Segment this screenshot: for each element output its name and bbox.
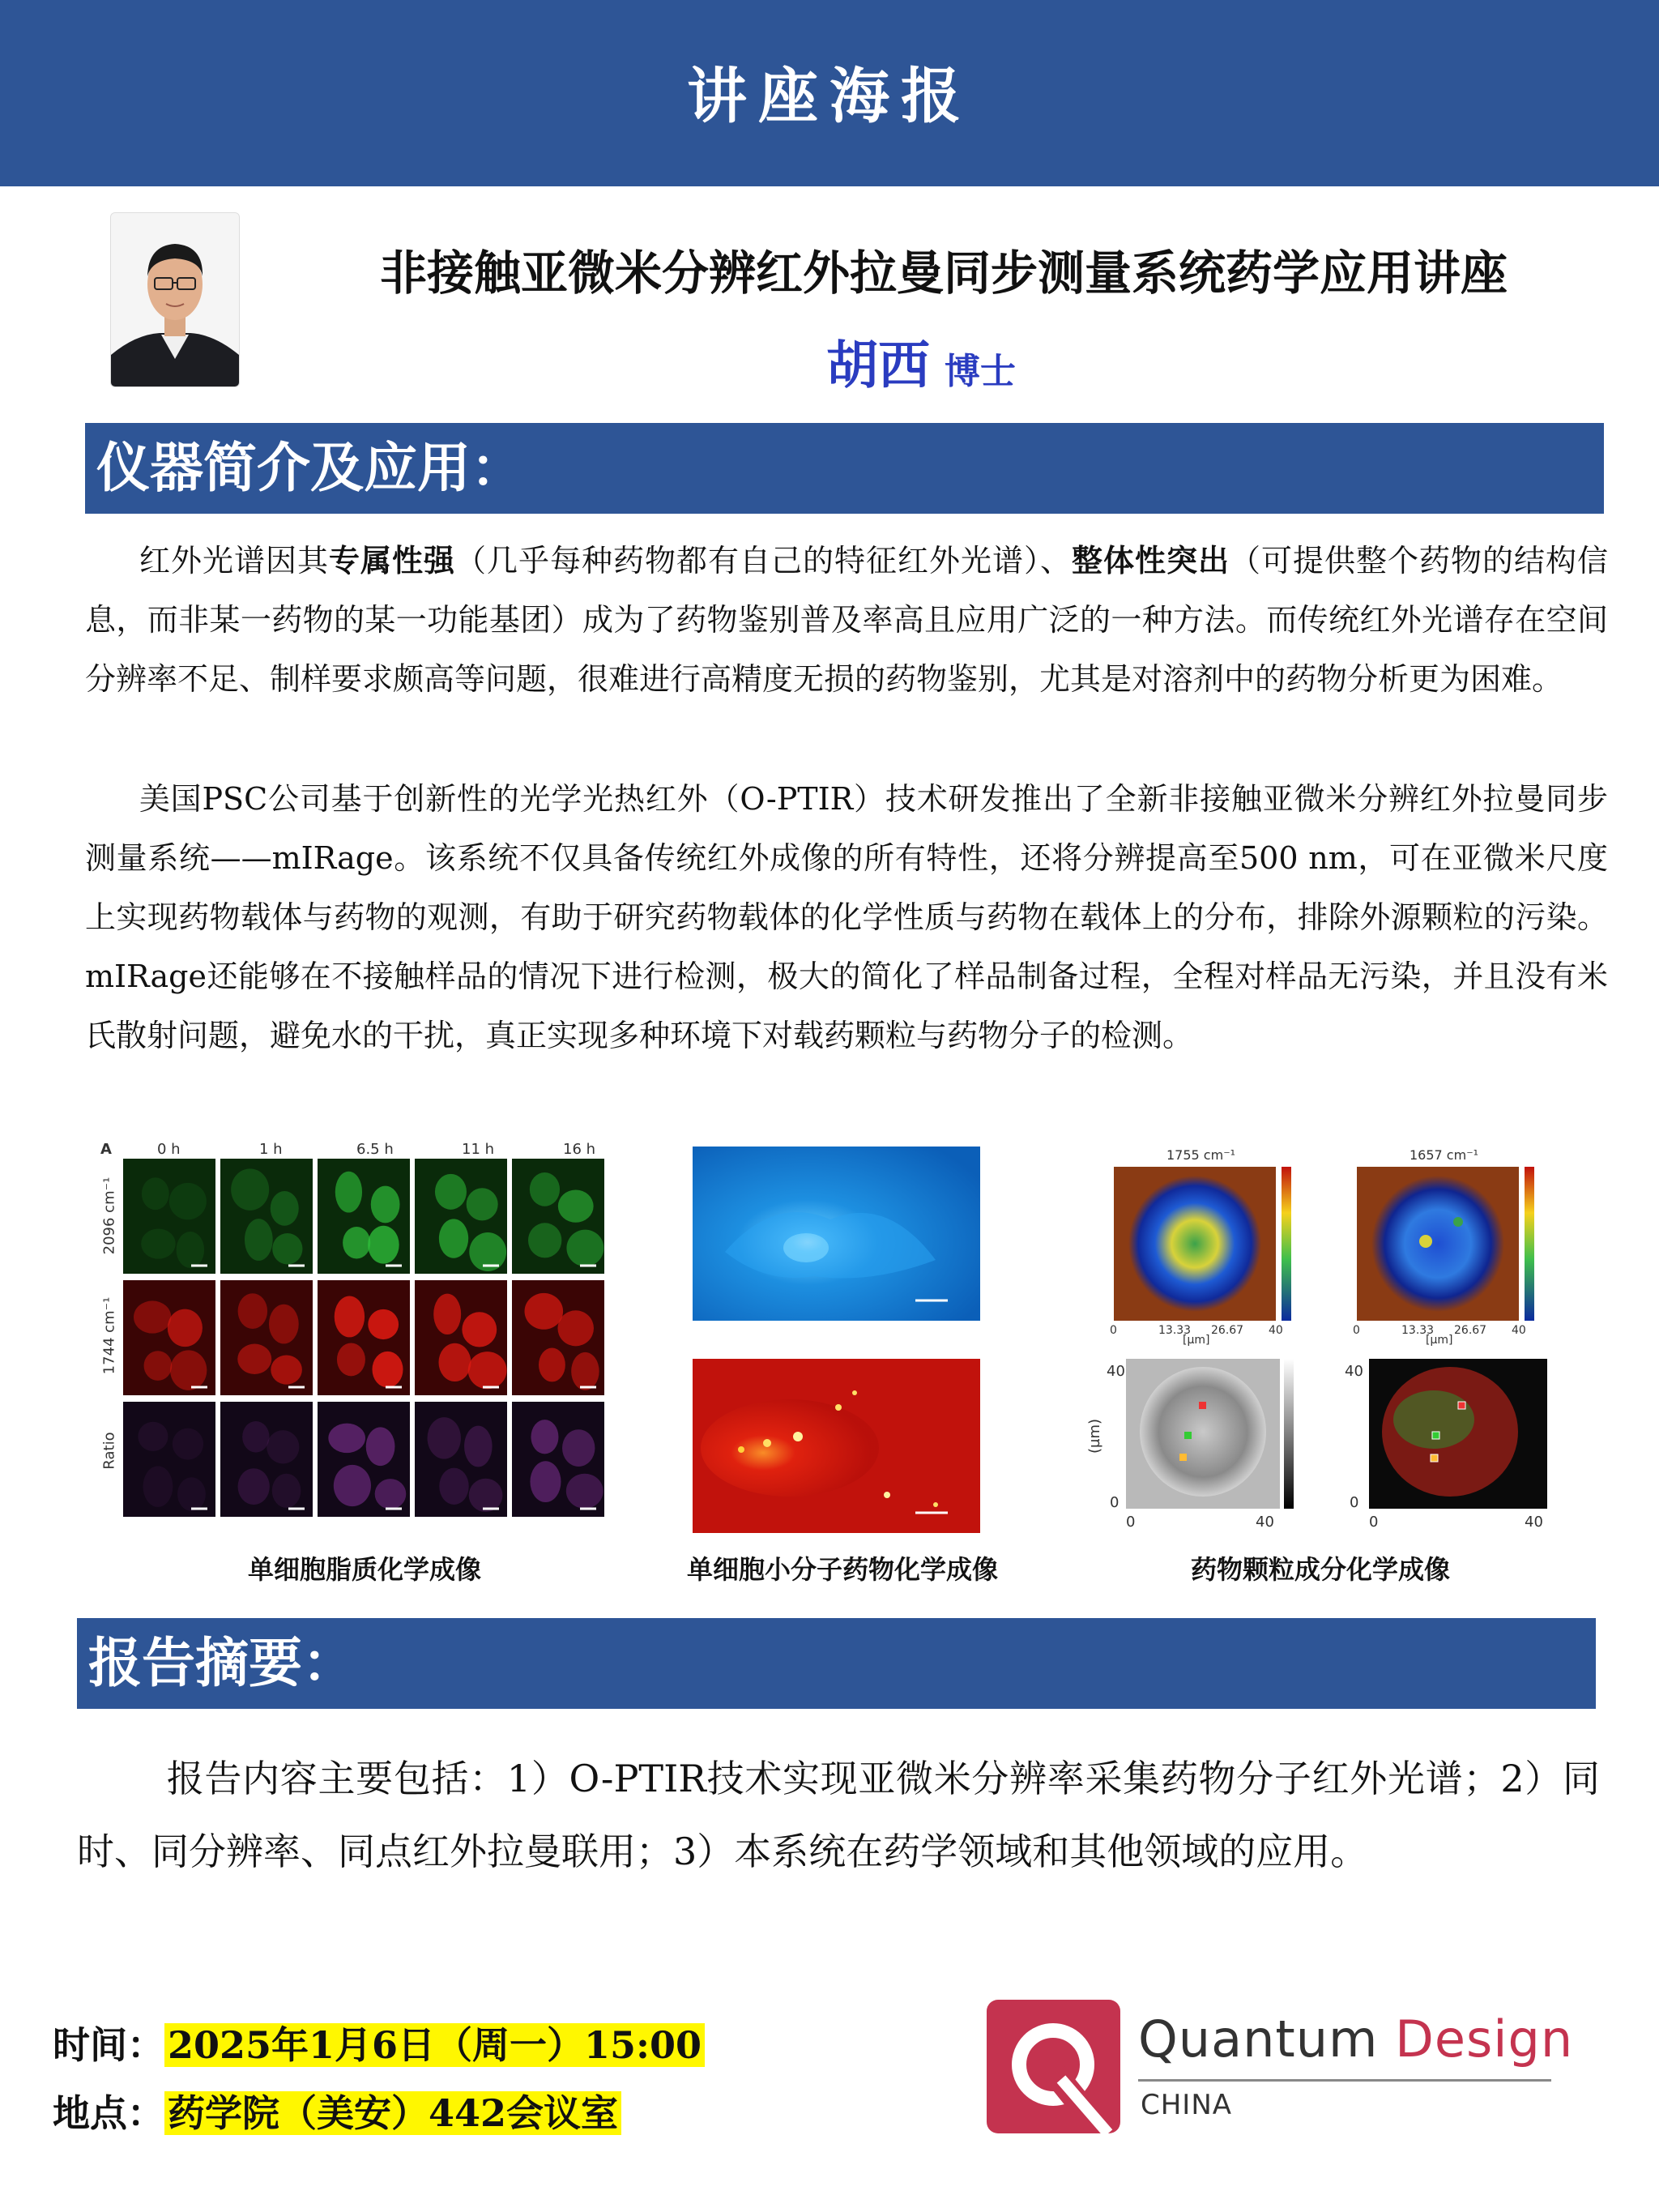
cell-blob bbox=[462, 1312, 497, 1347]
cell-blob bbox=[237, 1344, 271, 1374]
axis-tick: 0 bbox=[1350, 1494, 1359, 1511]
speaker bbox=[826, 324, 1016, 399]
cell-blob bbox=[464, 1426, 493, 1467]
cell-blob bbox=[272, 1474, 301, 1508]
axis-tick: 40 bbox=[1107, 1363, 1125, 1380]
cell-blob bbox=[269, 1305, 299, 1344]
event-time bbox=[53, 2016, 705, 2069]
cell-blob bbox=[439, 1468, 468, 1505]
axis-tick: 0 bbox=[1369, 1514, 1379, 1531]
axis-tick: 40 bbox=[1525, 1514, 1543, 1531]
cell-blob bbox=[539, 1348, 565, 1382]
cell-blob bbox=[143, 1466, 173, 1507]
drug-image-topography bbox=[693, 1147, 980, 1321]
cell-blob bbox=[177, 1232, 205, 1268]
cell-blob bbox=[372, 1352, 403, 1388]
cell-blob bbox=[435, 1174, 467, 1210]
cell-blob bbox=[530, 1461, 561, 1502]
cell-blob bbox=[168, 1309, 203, 1347]
cell-blob bbox=[468, 1352, 507, 1389]
row-label: Ratio bbox=[100, 1432, 118, 1470]
cell-blob bbox=[562, 1429, 595, 1467]
cell-blob bbox=[231, 1168, 269, 1211]
cell-blob bbox=[138, 1422, 168, 1451]
column-label: 16 h bbox=[563, 1141, 596, 1158]
cell-blob bbox=[173, 1428, 203, 1460]
quantum-design-logo-mark bbox=[987, 2000, 1120, 2133]
micrograph-tile bbox=[220, 1402, 313, 1517]
panel-letter: A bbox=[100, 1141, 112, 1158]
cell-blob bbox=[525, 1293, 564, 1330]
row-label: 1744 cm⁻¹ bbox=[100, 1296, 118, 1375]
cell-blob bbox=[141, 1228, 176, 1258]
cell-blob bbox=[571, 1352, 599, 1390]
cell-blob bbox=[428, 1417, 461, 1458]
speaker-photo bbox=[110, 212, 240, 387]
logo-word-design: Design bbox=[1395, 2009, 1574, 2069]
logo-subtitle: CHINA bbox=[1141, 2089, 1233, 2121]
figure-caption-drug: 单细胞小分子药物化学成像 bbox=[686, 1554, 998, 1585]
cell-blob bbox=[439, 1219, 468, 1258]
map-title: 1755 cm⁻¹ bbox=[1166, 1147, 1236, 1163]
axis-tick: 40 bbox=[1256, 1514, 1274, 1531]
logo-divider bbox=[1138, 2079, 1551, 2082]
cell-blob bbox=[371, 1186, 400, 1223]
cell-blob bbox=[177, 1477, 206, 1511]
axis-tick: 0 bbox=[1110, 1324, 1117, 1337]
row-label: 2096 cm⁻¹ bbox=[100, 1176, 118, 1255]
cell-blob bbox=[368, 1309, 399, 1339]
logo-word-quantum: Quantum bbox=[1138, 2009, 1379, 2069]
cell-blob bbox=[271, 1355, 302, 1384]
cell-blob bbox=[375, 1479, 407, 1509]
paragraph-intro bbox=[85, 531, 1608, 709]
axis-label: (µm) bbox=[1086, 1418, 1104, 1454]
figure-particle-imaging bbox=[1077, 1144, 1588, 1533]
section-heading-instrument: 仪器简介及应用： bbox=[85, 423, 1604, 514]
cell-blob bbox=[530, 1172, 560, 1206]
cell-blob bbox=[566, 1230, 603, 1266]
cell-blob bbox=[566, 1474, 603, 1509]
place-label: 地点： bbox=[53, 2091, 164, 2135]
section-heading-abstract: 报告摘要： bbox=[77, 1618, 1596, 1709]
poster-title: 讲座海报 bbox=[687, 62, 972, 131]
cell-blob bbox=[343, 1227, 370, 1259]
paragraph-mirage bbox=[85, 770, 1608, 1065]
cell-blob bbox=[433, 1294, 461, 1334]
cell-blob bbox=[238, 1293, 267, 1329]
cell-blob bbox=[267, 1430, 299, 1463]
axis-tick: 0 bbox=[1126, 1514, 1136, 1531]
paragraph-abstract bbox=[77, 1742, 1600, 1888]
cell-blob bbox=[142, 1177, 169, 1210]
time-value: 2025年1月6日（周一）15:00 bbox=[164, 2023, 705, 2067]
place-value: 药学院（美安）442会议室 bbox=[164, 2091, 621, 2135]
figure-caption-lipid: 单细胞脂质化学成像 bbox=[247, 1554, 481, 1585]
axis-tick: 40 bbox=[1269, 1324, 1283, 1337]
cell-blob bbox=[144, 1351, 173, 1381]
cell-blob bbox=[467, 1188, 498, 1220]
logo-wordmark bbox=[1138, 2009, 1573, 2069]
cell-blob bbox=[438, 1343, 471, 1381]
cell-blob bbox=[335, 1172, 362, 1213]
cell-blob bbox=[242, 1421, 269, 1453]
cell-blob bbox=[328, 1424, 365, 1453]
axis-tick: 40 bbox=[1345, 1363, 1363, 1380]
emphasis-specificity: 专属性强 bbox=[329, 542, 455, 579]
cell-blob bbox=[238, 1468, 270, 1505]
cell-blob bbox=[334, 1465, 371, 1506]
cell-blob bbox=[366, 1427, 395, 1466]
cell-blob bbox=[469, 1479, 503, 1512]
axis-unit: [µm] bbox=[1183, 1334, 1210, 1347]
text-run: 红外光谱因其 bbox=[139, 543, 329, 579]
cell-blob bbox=[558, 1190, 594, 1223]
axis-tick: 0 bbox=[1353, 1324, 1360, 1337]
speaker-degree: 博士 bbox=[945, 351, 1016, 392]
figure-caption-particle: 药物颗粒成分化学成像 bbox=[1190, 1554, 1450, 1585]
cell-blob bbox=[271, 1191, 299, 1226]
axis-tick: 40 bbox=[1512, 1324, 1526, 1337]
axis-tick: 13.33 bbox=[1158, 1324, 1192, 1337]
cell-blob bbox=[528, 1223, 561, 1258]
cell-blob bbox=[170, 1350, 207, 1390]
lipid-imaging-grid bbox=[89, 1134, 624, 1539]
column-label: 6.5 h bbox=[356, 1141, 394, 1158]
emphasis-integrity: 整体性突出 bbox=[1071, 542, 1230, 579]
column-label: 0 h bbox=[157, 1141, 181, 1158]
text-run: （可提供整个药物的结构信息，而非某一药物的某一功能基团）成为了药物鉴别普及率高且应用广泛的一种方法。而传统红外光谱存在空间分辨率不足、制样要求颇高等问题，很难进行高精度无损的药物鉴别，尤其是对溶剂中的药物分析更为困难。 bbox=[85, 543, 1608, 697]
cell-blob bbox=[368, 1226, 399, 1264]
column-label: 11 h bbox=[462, 1141, 495, 1158]
text-run: （几乎每种药物都有自己的特征红外光谱）、 bbox=[455, 543, 1072, 579]
cell-blob bbox=[335, 1296, 365, 1338]
column-label: 1 h bbox=[259, 1141, 283, 1158]
drug-image-chemical bbox=[693, 1359, 980, 1533]
cell-blob bbox=[337, 1343, 365, 1376]
lecture-title: 非接触亚微米分辨红外拉曼同步测量系统药学应用讲座 bbox=[379, 246, 1508, 301]
map-title: 1657 cm⁻¹ bbox=[1410, 1147, 1479, 1163]
axis-tick: 13.33 bbox=[1401, 1324, 1435, 1337]
axis-tick: 0 bbox=[1110, 1494, 1120, 1511]
cell-blob bbox=[272, 1233, 302, 1264]
cell-blob bbox=[557, 1310, 594, 1346]
cell-blob bbox=[245, 1219, 273, 1261]
axis-tick: 26.67 bbox=[1454, 1324, 1487, 1337]
axis-tick: 26.67 bbox=[1211, 1324, 1244, 1337]
event-place bbox=[53, 2084, 621, 2137]
figure-lipid-imaging bbox=[89, 1134, 624, 1539]
axis-unit: [µm] bbox=[1426, 1334, 1453, 1347]
text-run: 美国PSC公司基于创新性的光学光热红外（O-PTIR）技术研发推出了全新非接触亚微米分辨红外拉曼同步测量系统——mIRage。该系统不仅具备传统红外成像的所有特性，还将分辨提高至500 nm，可在亚微米尺度上实现药物载体与药物的观测，有助于研究药物载体的化学性质与药物在载体上的分布，排除外源颗粒的污染。mIRage还能够在不接触样品的情况下进行检测，极大的简化了样品制备过程，全程对样品无污染，并且没有米氏散射问题，避免水的干扰，真正实现多种环境下对载药颗粒与药物分子的检测。 bbox=[85, 781, 1608, 1053]
cell-blob bbox=[531, 1420, 558, 1454]
cell-blob bbox=[134, 1300, 171, 1333]
text-run: 报告内容主要包括：1）O-PTIR技术实现亚微米分辨率采集药物分子红外光谱；2）同时、同分辨率、同点红外拉曼联用；3）本系统在药学领域和其他领域的应用。 bbox=[77, 1757, 1600, 1873]
cell-blob bbox=[169, 1183, 207, 1219]
time-label: 时间： bbox=[53, 2023, 164, 2067]
speaker-name: 胡西 bbox=[826, 336, 930, 396]
